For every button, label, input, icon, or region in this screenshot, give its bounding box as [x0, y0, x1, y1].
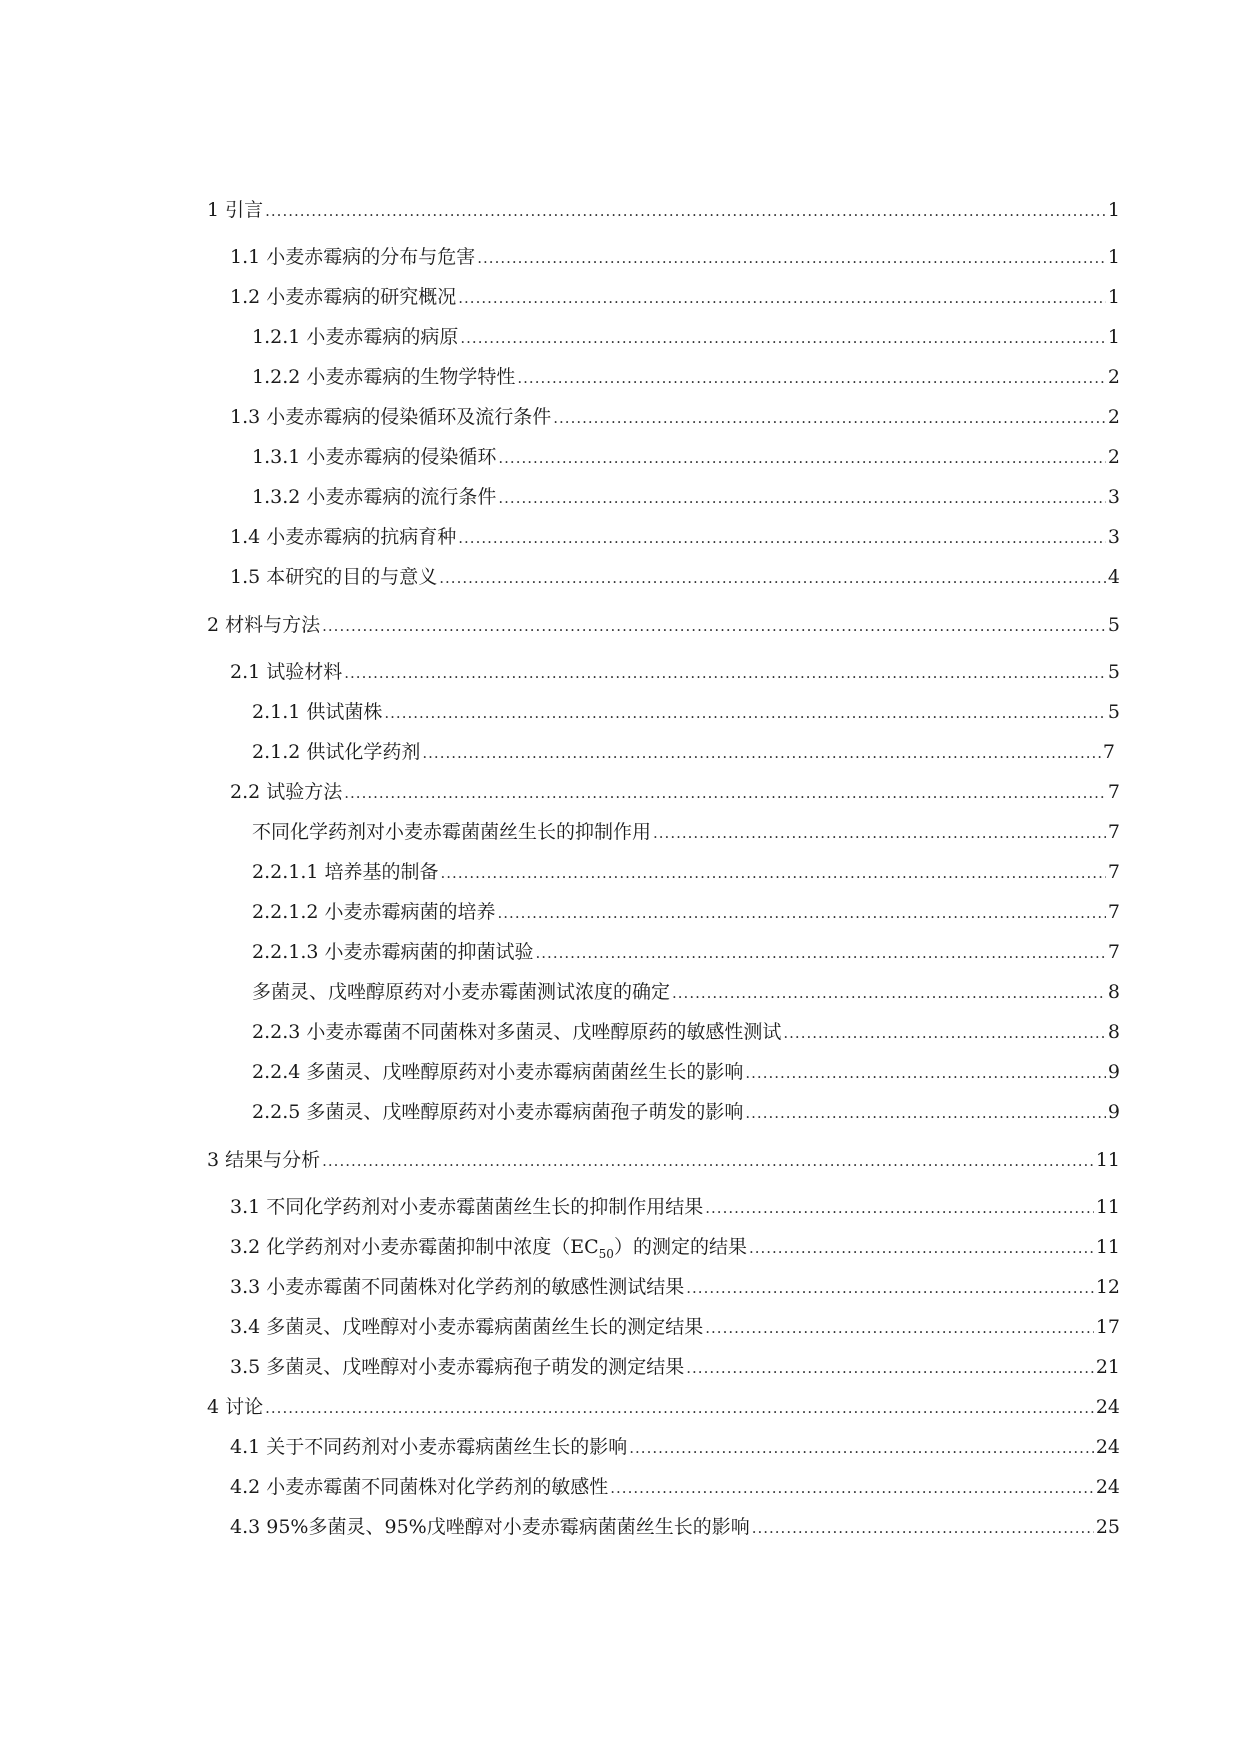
toc-entry-title-after: ）的测定的结果: [613, 1236, 747, 1258]
dot-leader: [441, 858, 1106, 888]
toc-entry-page: 17: [1095, 1316, 1120, 1338]
toc-entry-3[interactable]: [207, 1145, 1120, 1175]
toc-entry-3-3[interactable]: [230, 1272, 1120, 1302]
dot-leader: [705, 1193, 1094, 1223]
toc-entry-3-2[interactable]: [230, 1232, 1120, 1262]
dot-leader: [458, 523, 1106, 553]
toc-entry-2-2-1-1[interactable]: [252, 857, 1120, 887]
toc-entry-page: 4: [1107, 566, 1120, 588]
toc-entry-2-1-2[interactable]: [252, 737, 1115, 767]
dot-leader: [322, 611, 1106, 641]
toc-entry-title: 2.2.1.3 小麦赤霉病菌的抑菌试验: [252, 941, 534, 963]
dot-leader: [752, 1513, 1094, 1543]
toc-entry-page: 2: [1107, 406, 1120, 428]
dot-leader: [536, 938, 1106, 968]
toc-entry-title: 不同化学药剂对小麦赤霉菌菌丝生长的抑制作用: [252, 821, 652, 843]
dot-leader: [749, 1233, 1094, 1263]
toc-entry-page: 7: [1107, 861, 1120, 883]
toc-entry-page: 24: [1095, 1436, 1120, 1458]
dot-leader: [344, 778, 1106, 808]
toc-entry-1-4[interactable]: [230, 522, 1120, 552]
toc-entry-title: 2.1 试验材料: [230, 661, 343, 683]
dot-leader: [686, 1273, 1094, 1303]
toc-entry-3-5[interactable]: [230, 1352, 1120, 1382]
toc-entry-4[interactable]: [207, 1392, 1120, 1422]
toc-entry-title: 2.2.5 多菌灵、戊唑醇原药对小麦赤霉病菌孢子萌发的影响: [252, 1101, 744, 1123]
toc-entry-page: 5: [1107, 701, 1120, 723]
toc-entry-page: 3: [1107, 486, 1120, 508]
toc-entry-title: 1.5 本研究的目的与意义: [230, 566, 438, 588]
toc-entry-2-2-1[interactable]: [252, 817, 1120, 847]
toc-entry-page: 2: [1107, 366, 1120, 388]
toc-entry-page: 5: [1107, 614, 1120, 636]
dot-leader: [629, 1433, 1094, 1463]
toc-entry-title-main: 3.2 化学药剂对小麦赤霉菌抑制中浓度（EC: [230, 1236, 599, 1258]
toc-entry-page: 24: [1095, 1476, 1120, 1498]
toc-entry-page: 1: [1107, 246, 1120, 268]
toc-entry-2-2[interactable]: [230, 777, 1120, 807]
toc-entry-title: 1.4 小麦赤霉病的抗病育种: [230, 526, 457, 548]
toc-entry-page: 7: [1107, 821, 1120, 843]
toc-entry-title: 3.3 小麦赤霉菌不同菌株对化学药剂的敏感性测试结果: [230, 1276, 685, 1298]
toc-entry-page: 12: [1095, 1276, 1120, 1298]
toc-entry-1-1[interactable]: [230, 242, 1120, 272]
toc-entry-title: 4 讨论: [207, 1396, 264, 1418]
toc-entry-page: 9: [1107, 1061, 1120, 1083]
toc-entry-title: 1.2.1 小麦赤霉病的病原: [252, 326, 459, 348]
toc-entry-page: 2: [1107, 446, 1120, 468]
dot-leader: [653, 818, 1106, 848]
toc-entry-page: 9: [1107, 1101, 1120, 1123]
toc-entry-page: 7: [1107, 941, 1120, 963]
dot-leader: [745, 1058, 1106, 1088]
dot-leader: [344, 658, 1106, 688]
toc-entry-title: 2.1.1 供试菌株: [252, 701, 383, 723]
dot-leader: [265, 1393, 1094, 1423]
toc-entry-3-4[interactable]: [230, 1312, 1120, 1342]
toc-entry-page: 7: [1107, 901, 1120, 923]
toc-entry-title: 3.5 多菌灵、戊唑醇对小麦赤霉病孢子萌发的测定结果: [230, 1356, 685, 1378]
toc-entry-title: 2.2.4 多菌灵、戊唑醇原药对小麦赤霉病菌菌丝生长的影响: [252, 1061, 744, 1083]
toc-entry-4-1[interactable]: [230, 1432, 1120, 1462]
dot-leader: [705, 1313, 1094, 1343]
toc-entry-page: 8: [1107, 981, 1120, 1003]
toc-entry-title: 1.3.2 小麦赤霉病的流行条件: [252, 486, 497, 508]
toc-entry-2[interactable]: [207, 610, 1120, 640]
toc-entry-title: 2.2.3 小麦赤霉菌不同菌株对多菌灵、戊唑醇原药的敏感性测试: [252, 1021, 782, 1043]
toc-entry-2-2-3[interactable]: [252, 1017, 1120, 1047]
dot-leader: [672, 978, 1106, 1008]
dot-leader: [265, 196, 1106, 226]
toc-entry-1-2-1[interactable]: [252, 322, 1120, 352]
toc-entry-page: 7: [1102, 741, 1115, 763]
toc-entry-1[interactable]: [207, 195, 1120, 225]
dot-leader: [553, 403, 1106, 433]
toc-entry-title: 多菌灵、戊唑醇原药对小麦赤霉菌测试浓度的确定: [252, 981, 671, 1003]
toc-entry-2-2-4[interactable]: [252, 1057, 1120, 1087]
toc-entry-2-2-1-3[interactable]: [252, 937, 1120, 967]
subscript-50: 50: [598, 1246, 614, 1261]
dot-leader: [686, 1353, 1094, 1383]
toc-entry-title: 1.2 小麦赤霉病的研究概况: [230, 286, 457, 308]
toc-entry-1-3-2[interactable]: [252, 482, 1120, 512]
toc-entry-title: 4.1 关于不同药剂对小麦赤霉病菌丝生长的影响: [230, 1436, 628, 1458]
toc-entry-page: 8: [1107, 1021, 1120, 1043]
toc-entry-page: 5: [1107, 661, 1120, 683]
toc-entry-title: 2.2.1.2 小麦赤霉病菌的培养: [252, 901, 496, 923]
toc-entry-page: 3: [1107, 526, 1120, 548]
toc-entry-title: [230, 1232, 749, 1262]
toc-entry-title: 3 结果与分析: [207, 1149, 321, 1171]
toc-entry-page: 24: [1095, 1396, 1120, 1418]
dot-leader: [517, 363, 1106, 393]
toc-entry-title: 4.2 小麦赤霉菌不同菌株对化学药剂的敏感性: [230, 1476, 609, 1498]
dot-leader: [783, 1018, 1106, 1048]
toc-entry-title: 1.3 小麦赤霉病的侵染循环及流行条件: [230, 406, 552, 428]
toc-entry-title: 2.2 试验方法: [230, 781, 343, 803]
toc-entry-title: 2 材料与方法: [207, 614, 321, 636]
toc-entry-title: 3.1 不同化学药剂对小麦赤霉菌菌丝生长的抑制作用结果: [230, 1196, 704, 1218]
toc-entry-title: 1.1 小麦赤霉病的分布与危害: [230, 246, 476, 268]
toc-entry-2-2-1-2[interactable]: [252, 897, 1120, 927]
dot-leader: [498, 483, 1106, 513]
toc-entry-1-2-2[interactable]: [252, 362, 1120, 392]
dot-leader: [384, 698, 1106, 728]
toc-entry-title: 1 引言: [207, 199, 264, 221]
dot-leader: [322, 1146, 1094, 1176]
dot-leader: [458, 283, 1106, 313]
toc-entry-3-1[interactable]: [230, 1192, 1120, 1222]
dot-leader: [460, 323, 1106, 353]
toc-entry-page: 11: [1095, 1196, 1120, 1218]
dot-leader: [498, 443, 1106, 473]
toc-entry-2-1-1[interactable]: [252, 697, 1120, 727]
toc-entry-2-2-2[interactable]: [252, 977, 1120, 1007]
dot-leader: [745, 1098, 1106, 1128]
toc-entry-title: 1.2.2 小麦赤霉病的生物学特性: [252, 366, 516, 388]
toc-entry-page: 1: [1107, 326, 1120, 348]
toc-entry-page: 1: [1107, 286, 1120, 308]
toc-entry-4-2[interactable]: [230, 1472, 1120, 1502]
toc-entry-page: 11: [1095, 1149, 1120, 1171]
toc-entry-1-3[interactable]: [230, 402, 1120, 432]
dot-leader: [477, 243, 1106, 273]
toc-entry-1-3-1[interactable]: [252, 442, 1120, 472]
dot-leader: [610, 1473, 1094, 1503]
toc-entry-title: 2.2.1.1 培养基的制备: [252, 861, 439, 883]
toc-entry-2-2-5[interactable]: [252, 1097, 1120, 1127]
dot-leader: [498, 898, 1106, 928]
toc-entry-1-2[interactable]: [230, 282, 1120, 312]
toc-entry-page: 21: [1095, 1356, 1120, 1378]
toc-entry-4-3[interactable]: [230, 1512, 1120, 1542]
toc-entry-page: 11: [1095, 1236, 1120, 1258]
toc-entry-title: 3.4 多菌灵、戊唑醇对小麦赤霉病菌菌丝生长的测定结果: [230, 1316, 704, 1338]
dot-leader: [422, 738, 1101, 768]
toc-entry-title: 4.3 95%多菌灵、95%戊唑醇对小麦赤霉病菌菌丝生长的影响: [230, 1516, 750, 1538]
toc-entry-title: 1.3.1 小麦赤霉病的侵染循环: [252, 446, 497, 468]
toc-entry-page: 25: [1095, 1516, 1120, 1538]
toc-entry-2-1[interactable]: [230, 657, 1120, 687]
toc-entry-page: 7: [1107, 781, 1120, 803]
dot-leader: [439, 563, 1106, 593]
toc-entry-title: 2.1.2 供试化学药剂: [252, 741, 421, 763]
toc-entry-page: 1: [1107, 199, 1120, 221]
toc-entry-1-5[interactable]: [230, 562, 1120, 592]
